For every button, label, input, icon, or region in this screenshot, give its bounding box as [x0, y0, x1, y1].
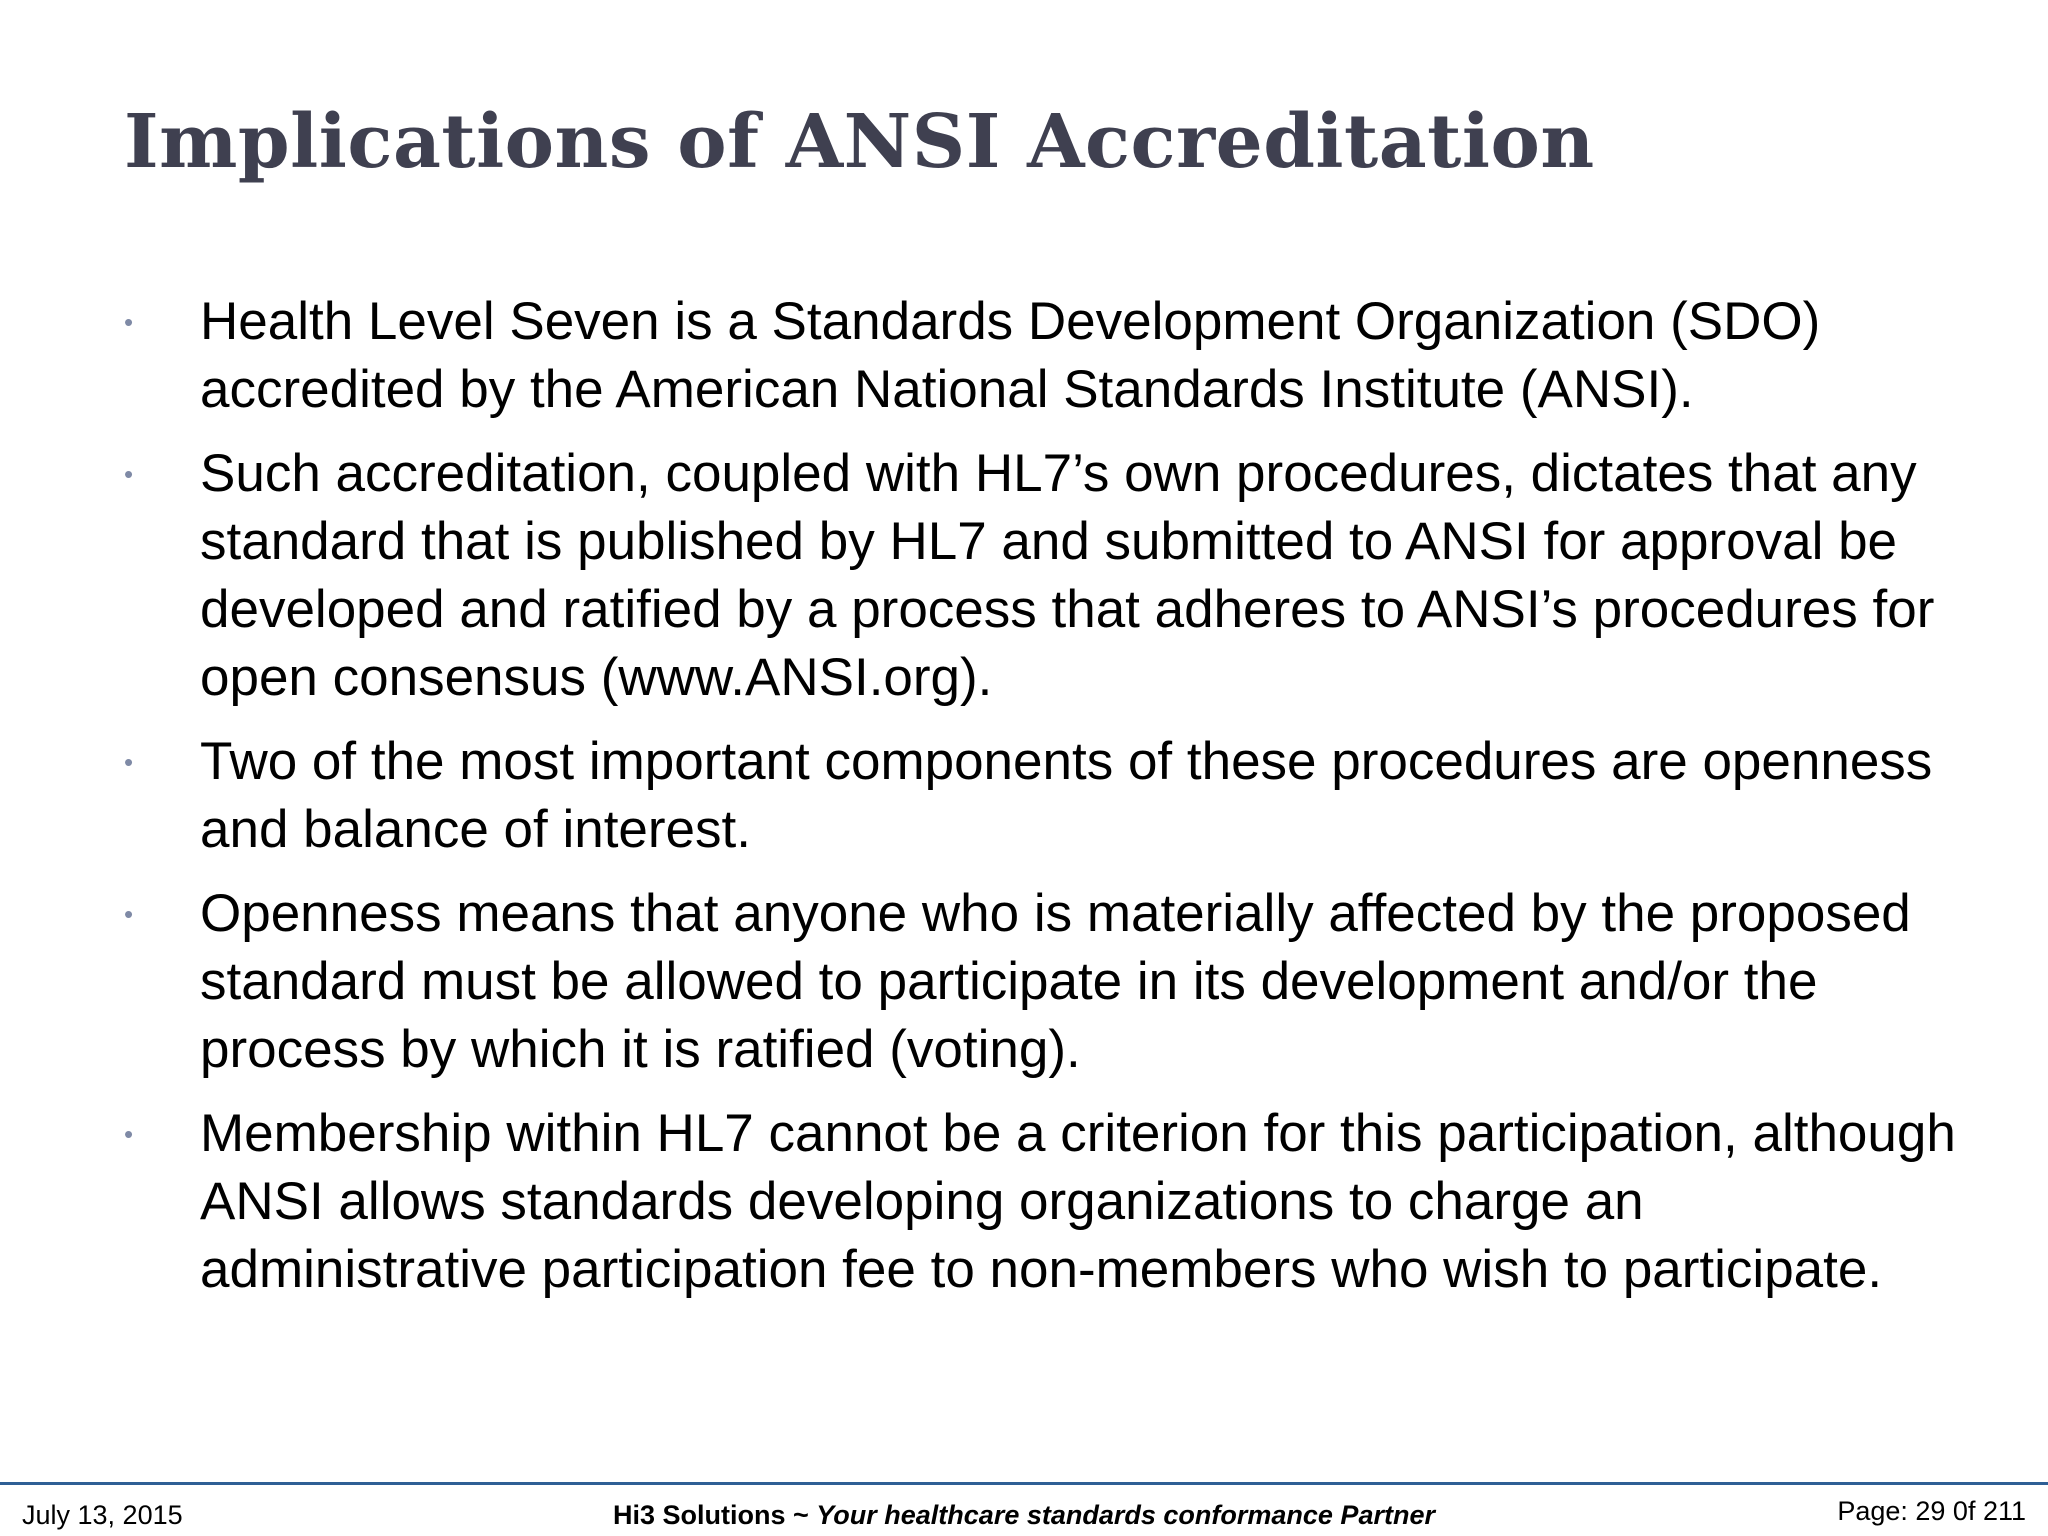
- bullet-item: [0, 880, 1960, 1084]
- bullet-item: [0, 440, 1960, 712]
- bullet-list: [0, 288, 2048, 1320]
- footer-divider: [0, 1482, 2048, 1485]
- bullet-icon: •: [124, 459, 134, 489]
- footer-company: Hi3 Solutions ~: [613, 1500, 817, 1530]
- bullet-icon: •: [124, 1119, 134, 1149]
- bullet-icon: •: [124, 307, 134, 337]
- bullet-item: [0, 1100, 1960, 1304]
- bullet-item: [0, 288, 1960, 424]
- footer-tagline: Your healthcare standards conformance Partner: [816, 1500, 1435, 1530]
- bullet-icon: •: [124, 747, 134, 777]
- bullet-text: Openness means that anyone who is materially affected by the proposed standard must be allowed to participate in its development and/or the process by which it is ratified (voting).: [200, 884, 1911, 1079]
- page-number: Page: 29 0f 211: [1837, 1496, 2026, 1526]
- footer-date: July 13, 2015: [22, 1500, 183, 1530]
- bullet-text: Two of the most important components of these procedures are openness and balance of interest.: [200, 732, 1933, 859]
- footer-company-line: [0, 1500, 2048, 1531]
- bullet-text: Health Level Seven is a Standards Development Organization (SDO) accredited by the American National Standards Institute (ANSI).: [200, 292, 1821, 419]
- bullet-item: [0, 728, 1960, 864]
- bullet-text: Membership within HL7 cannot be a criterion for this participation, although ANSI allows standards developing organizations to charge an administrative participation fee to non-members who wish to participate.: [200, 1104, 1956, 1299]
- bullet-icon: •: [124, 899, 134, 929]
- slide-title: Implications of ANSI Accreditation: [124, 99, 1595, 185]
- bullet-text: Such accreditation, coupled with HL7’s own procedures, dictates that any standard that is published by HL7 and submitted to ANSI for approval be developed and ratified by a process that adheres to ANSI’s procedures for open consensus (www.ANSI.org).: [200, 444, 1935, 707]
